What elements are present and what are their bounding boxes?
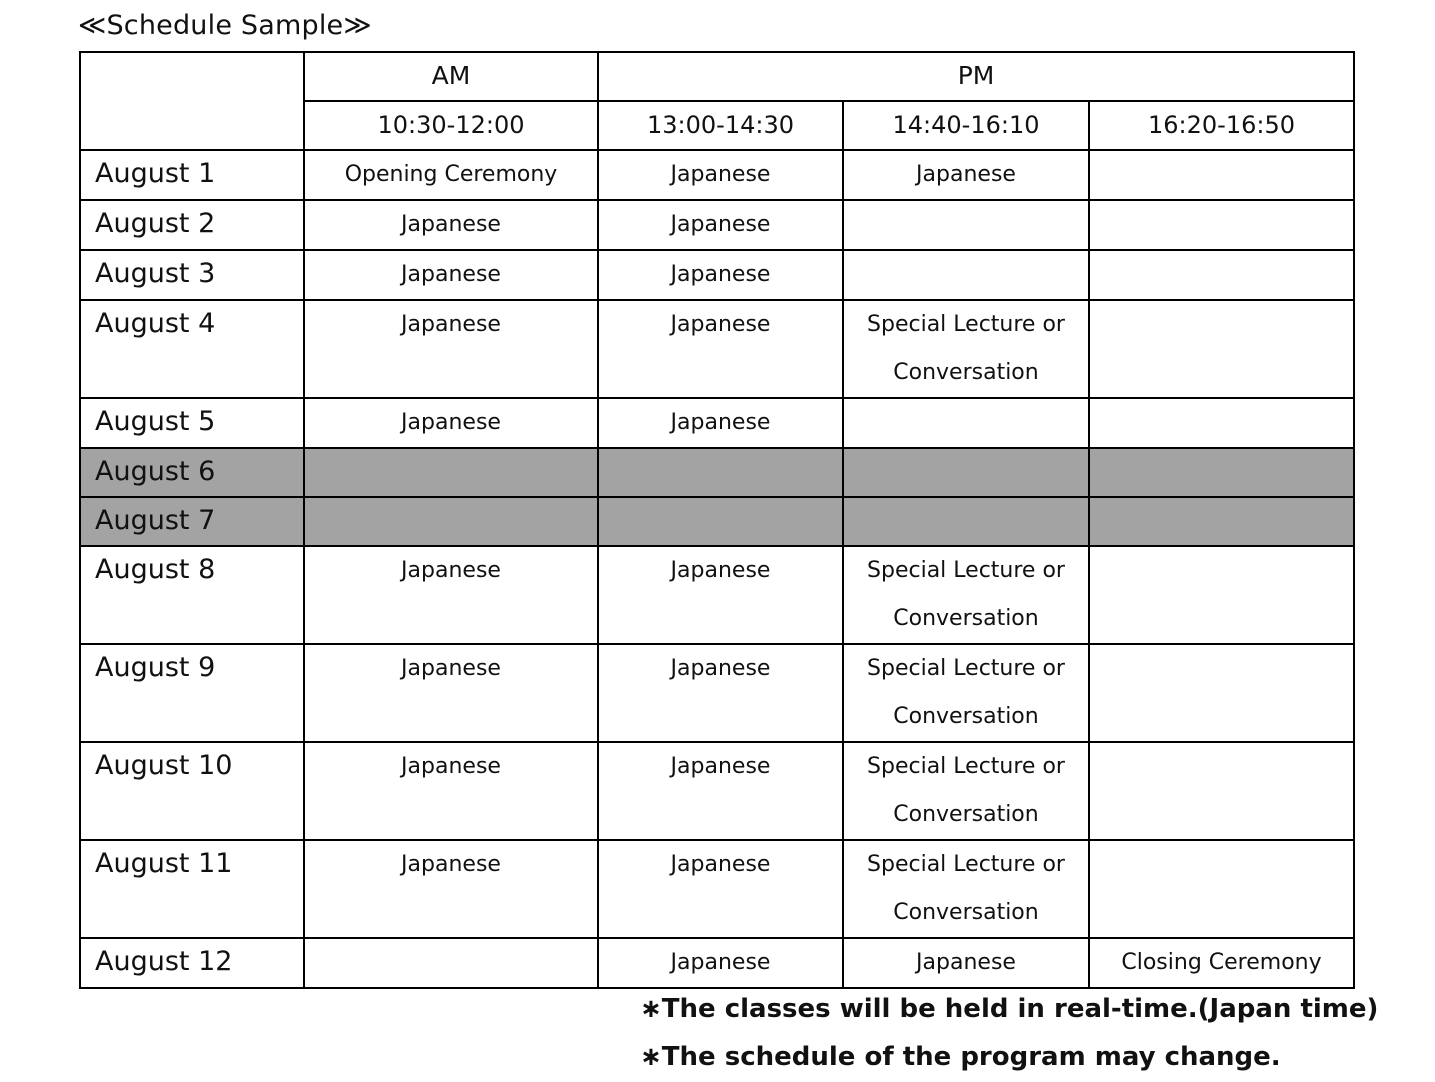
schedule-cell bbox=[843, 742, 1089, 840]
date-cell: August 2 bbox=[80, 200, 304, 250]
schedule-row bbox=[80, 250, 1354, 300]
schedule-cell: Closing Ceremony bbox=[1089, 938, 1354, 988]
schedule-cell bbox=[843, 546, 1089, 644]
schedule-cell: Japanese bbox=[598, 840, 843, 938]
schedule-row bbox=[80, 448, 1354, 497]
schedule-cell bbox=[1089, 742, 1354, 840]
time-slot-3: 14:40-16:10 bbox=[843, 101, 1089, 150]
schedule-cell bbox=[843, 398, 1089, 448]
schedule-cell bbox=[843, 200, 1089, 250]
schedule-cell: Japanese bbox=[843, 150, 1089, 200]
date-cell: August 12 bbox=[80, 938, 304, 988]
schedule-cell-line: Conversation bbox=[893, 900, 1039, 925]
schedule-cell bbox=[843, 644, 1089, 742]
schedule-cell-line: Conversation bbox=[893, 802, 1039, 827]
schedule-cell-line: Special Lecture or bbox=[867, 558, 1065, 583]
schedule-cell: Japanese bbox=[304, 250, 598, 300]
schedule-cell bbox=[843, 300, 1089, 398]
schedule-row bbox=[80, 300, 1354, 398]
schedule-cell bbox=[304, 938, 598, 988]
schedule-cell bbox=[598, 448, 843, 497]
header-row-periods bbox=[80, 52, 1354, 101]
date-cell: August 3 bbox=[80, 250, 304, 300]
note-line: ∗The classes will be held in real-time.(Japan time) bbox=[640, 994, 1379, 1024]
schedule-body bbox=[80, 150, 1354, 988]
date-cell: August 8 bbox=[80, 546, 304, 644]
schedule-cell-line: Special Lecture or bbox=[867, 754, 1065, 779]
schedule-cell bbox=[843, 250, 1089, 300]
date-cell: August 5 bbox=[80, 398, 304, 448]
time-slot-2: 13:00-14:30 bbox=[598, 101, 843, 150]
schedule-cell-line: Conversation bbox=[893, 360, 1039, 385]
schedule-cell-line: Special Lecture or bbox=[867, 656, 1065, 681]
schedule-cell bbox=[1089, 448, 1354, 497]
date-cell: August 10 bbox=[80, 742, 304, 840]
schedule-cell-line: Special Lecture or bbox=[867, 852, 1065, 877]
schedule-cell: Japanese bbox=[598, 150, 843, 200]
schedule-cell: Japanese bbox=[304, 742, 598, 840]
schedule-cell bbox=[1089, 200, 1354, 250]
schedule-cell bbox=[1089, 150, 1354, 200]
schedule-cell: Japanese bbox=[304, 398, 598, 448]
schedule-cell: Japanese bbox=[304, 546, 598, 644]
schedule-cell bbox=[843, 497, 1089, 546]
schedule-row bbox=[80, 938, 1354, 988]
schedule-row bbox=[80, 742, 1354, 840]
schedule-cell bbox=[1089, 840, 1354, 938]
schedule-row bbox=[80, 546, 1354, 644]
schedule-cell bbox=[1089, 644, 1354, 742]
note-line: ∗The schedule of the program may change. bbox=[640, 1042, 1281, 1072]
schedule-cell: Japanese bbox=[598, 250, 843, 300]
time-slot-4: 16:20-16:50 bbox=[1089, 101, 1354, 150]
schedule-cell: Japanese bbox=[598, 938, 843, 988]
date-cell: August 6 bbox=[80, 448, 304, 497]
schedule-cell bbox=[1089, 300, 1354, 398]
schedule-cell bbox=[598, 497, 843, 546]
schedule-cell: Opening Ceremony bbox=[304, 150, 598, 200]
schedule-cell bbox=[843, 840, 1089, 938]
time-slot-1: 10:30-12:00 bbox=[304, 101, 598, 150]
schedule-row bbox=[80, 398, 1354, 448]
date-cell: August 4 bbox=[80, 300, 304, 398]
header-corner-cell bbox=[80, 52, 304, 150]
schedule-cell: Japanese bbox=[598, 742, 843, 840]
schedule-cell: Japanese bbox=[598, 398, 843, 448]
date-cell: August 7 bbox=[80, 497, 304, 546]
schedule-cell: Japanese bbox=[304, 644, 598, 742]
date-cell: August 11 bbox=[80, 840, 304, 938]
date-cell: August 9 bbox=[80, 644, 304, 742]
schedule-row bbox=[80, 200, 1354, 250]
header-am: AM bbox=[304, 52, 598, 101]
schedule-cell bbox=[1089, 250, 1354, 300]
notes bbox=[640, 985, 1378, 1081]
schedule-cell: Japanese bbox=[304, 840, 598, 938]
schedule-cell bbox=[304, 497, 598, 546]
schedule-row bbox=[80, 497, 1354, 546]
schedule-cell bbox=[1089, 546, 1354, 644]
schedule-cell bbox=[843, 448, 1089, 497]
schedule-cell bbox=[304, 448, 598, 497]
schedule-cell-line: Special Lecture or bbox=[867, 312, 1065, 337]
schedule-cell bbox=[1089, 398, 1354, 448]
schedule-row bbox=[80, 840, 1354, 938]
schedule-cell: Japanese bbox=[598, 300, 843, 398]
schedule-cell bbox=[1089, 497, 1354, 546]
schedule-cell: Japanese bbox=[598, 644, 843, 742]
page-title: ≪Schedule Sample≫ bbox=[78, 10, 372, 41]
schedule-row bbox=[80, 150, 1354, 200]
schedule-table bbox=[79, 51, 1355, 989]
schedule-cell: Japanese bbox=[598, 200, 843, 250]
schedule-cell: Japanese bbox=[598, 546, 843, 644]
schedule-cell: Japanese bbox=[843, 938, 1089, 988]
header-pm: PM bbox=[598, 52, 1354, 101]
date-cell: August 1 bbox=[80, 150, 304, 200]
schedule-row bbox=[80, 644, 1354, 742]
schedule-cell-line: Conversation bbox=[893, 704, 1039, 729]
schedule-cell-line: Conversation bbox=[893, 606, 1039, 631]
schedule-cell: Japanese bbox=[304, 300, 598, 398]
schedule-cell: Japanese bbox=[304, 200, 598, 250]
